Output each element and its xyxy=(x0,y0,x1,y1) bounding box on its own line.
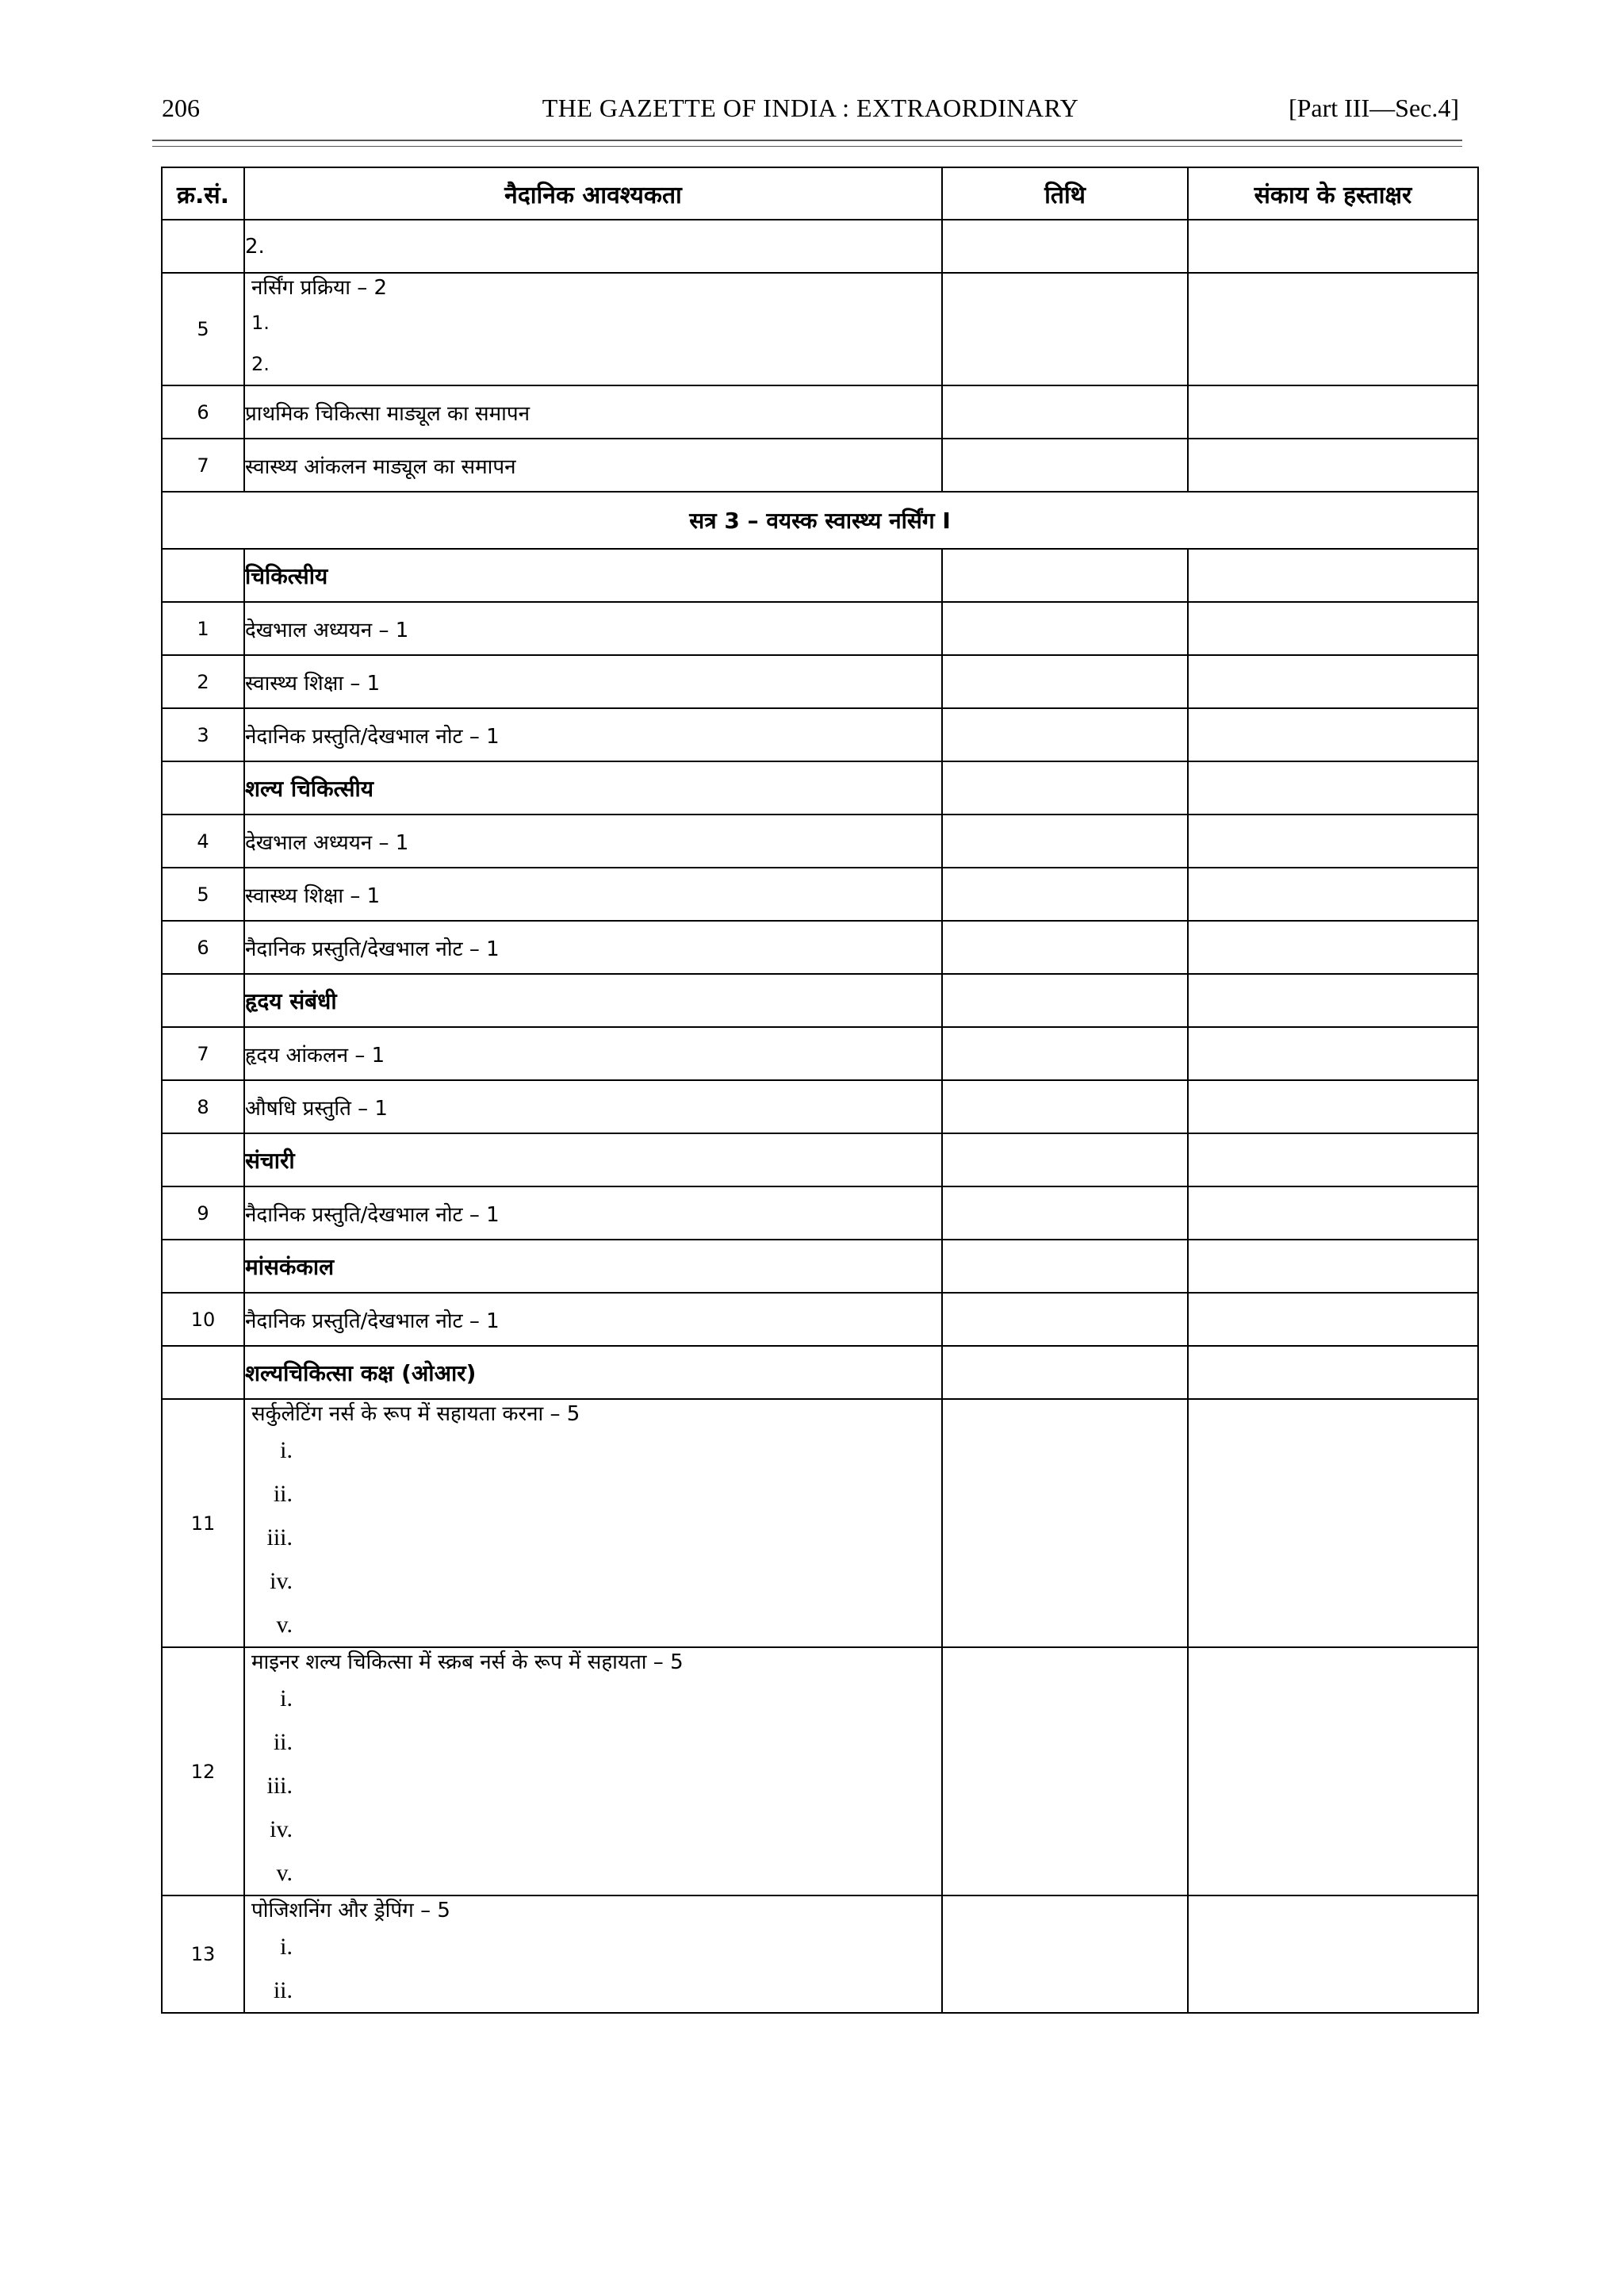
category-row xyxy=(162,1346,1478,1399)
category-row xyxy=(162,1133,1478,1186)
sub-item-label: i. xyxy=(280,1437,293,1463)
col-header-signature: संकाय के हस्ताक्षर xyxy=(1188,167,1478,220)
serial-number: 1 xyxy=(162,602,244,655)
signature-cell xyxy=(1188,602,1478,655)
sub-item xyxy=(245,1720,941,1764)
requirement-text: देखभाल अध्ययन – 1 xyxy=(244,602,942,655)
date-cell xyxy=(942,815,1188,868)
serial-number: 7 xyxy=(162,1027,244,1080)
requirement-text: स्वास्थ्य शिक्षा – 1 xyxy=(244,868,942,921)
requirement-cell xyxy=(244,273,942,385)
date-cell xyxy=(942,1647,1188,1895)
sub-item xyxy=(245,1968,941,2012)
date-cell xyxy=(942,385,1188,439)
clinical-requirements-table xyxy=(161,167,1479,2014)
requirement-cell xyxy=(244,1399,942,1647)
table-body xyxy=(162,220,1478,2013)
col-header-serial: क्र.सं. xyxy=(162,167,244,220)
sub-item-label: v. xyxy=(276,1612,293,1638)
date-cell xyxy=(942,868,1188,921)
signature-cell xyxy=(1188,220,1478,273)
table-row xyxy=(162,1293,1478,1346)
sub-item-label: iv. xyxy=(270,1568,293,1594)
serial-number: 9 xyxy=(162,1186,244,1240)
sub-item xyxy=(245,1851,941,1895)
requirement-text: नैदानिक प्रस्तुति/देखभाल नोट – 1 xyxy=(244,921,942,974)
date-cell xyxy=(942,439,1188,492)
requirement-text: माइनर शल्य चिकित्सा में स्क्रब नर्स के रूप में सहायता – 5 xyxy=(251,1650,684,1674)
sub-item xyxy=(245,1677,941,1720)
date-cell xyxy=(942,655,1188,708)
category-row xyxy=(162,761,1478,815)
date-cell xyxy=(942,602,1188,655)
sub-item xyxy=(245,1559,941,1603)
table-row xyxy=(162,273,1478,385)
category-row xyxy=(162,1240,1478,1293)
signature-cell xyxy=(1188,1080,1478,1133)
serial-number: 7 xyxy=(162,439,244,492)
requirement-cell xyxy=(244,1895,942,2013)
category-heading: शल्य चिकित्सीय xyxy=(244,761,942,815)
requirement-text: देखभाल अध्ययन – 1 xyxy=(244,815,942,868)
date-cell xyxy=(942,1240,1188,1293)
session-heading-row xyxy=(162,492,1478,549)
sub-item xyxy=(245,1516,941,1559)
table-row xyxy=(162,220,1478,273)
date-cell xyxy=(942,761,1188,815)
category-row xyxy=(162,974,1478,1027)
signature-cell xyxy=(1188,1027,1478,1080)
serial-number: 4 xyxy=(162,815,244,868)
serial-number: 6 xyxy=(162,385,244,439)
signature-cell xyxy=(1188,761,1478,815)
serial-number: 2 xyxy=(162,655,244,708)
sub-item-label: iii. xyxy=(266,1524,293,1550)
sub-item-label: v. xyxy=(276,1860,293,1886)
section-label: [Part III—Sec.4] xyxy=(1288,94,1459,122)
signature-cell xyxy=(1188,921,1478,974)
category-heading: शल्यचिकित्सा कक्ष (ओआर) xyxy=(244,1346,942,1399)
sub-item xyxy=(245,1603,941,1646)
signature-cell xyxy=(1188,385,1478,439)
table-row xyxy=(162,868,1478,921)
category-heading: हृदय संबंधी xyxy=(244,974,942,1027)
table-row xyxy=(162,921,1478,974)
signature-cell xyxy=(1188,815,1478,868)
serial-cell xyxy=(162,549,244,602)
requirement-text: हृदय आंकलन – 1 xyxy=(244,1027,942,1080)
serial-number: 12 xyxy=(162,1647,244,1895)
table-row xyxy=(162,815,1478,868)
serial-cell xyxy=(162,974,244,1027)
category-heading: मांसकंकाल xyxy=(244,1240,942,1293)
sub-item-label: iii. xyxy=(266,1773,293,1799)
table-row xyxy=(162,1027,1478,1080)
table-row xyxy=(162,1186,1478,1240)
signature-cell xyxy=(1188,1647,1478,1895)
requirement-text: सर्कुलेटिंग नर्स के रूप में सहायता करना – 5 xyxy=(251,1402,580,1426)
gazette-title: THE GAZETTE OF INDIA : EXTRAORDINARY xyxy=(542,94,1079,122)
category-row xyxy=(162,549,1478,602)
signature-cell xyxy=(1188,1240,1478,1293)
date-cell xyxy=(942,1346,1188,1399)
serial-cell xyxy=(162,761,244,815)
signature-cell xyxy=(1188,974,1478,1027)
date-cell xyxy=(942,273,1188,385)
sub-item: 2. xyxy=(251,353,270,375)
session-heading: सत्र 3 – वयस्क स्वास्थ्य नर्सिंग I xyxy=(162,492,1478,549)
date-cell xyxy=(942,921,1188,974)
serial-number: 11 xyxy=(162,1399,244,1647)
sub-item xyxy=(245,1925,941,1968)
signature-cell xyxy=(1188,273,1478,385)
requirement-text: स्वास्थ्य शिक्षा – 1 xyxy=(244,655,942,708)
table-row xyxy=(162,1647,1478,1895)
table-row xyxy=(162,708,1478,761)
signature-cell xyxy=(1188,439,1478,492)
serial-number: 6 xyxy=(162,921,244,974)
requirement-text: औषधि प्रस्तुति – 1 xyxy=(244,1080,942,1133)
serial-number: 8 xyxy=(162,1080,244,1133)
table-row xyxy=(162,655,1478,708)
serial-cell xyxy=(162,1346,244,1399)
table-row xyxy=(162,439,1478,492)
requirement-cell xyxy=(244,1647,942,1895)
table-row xyxy=(162,1080,1478,1133)
date-cell xyxy=(942,220,1188,273)
serial-number: 5 xyxy=(162,868,244,921)
header-rule xyxy=(152,140,1462,141)
serial-number xyxy=(162,220,244,273)
table-row xyxy=(162,602,1478,655)
date-cell xyxy=(942,1399,1188,1647)
signature-cell xyxy=(1188,1346,1478,1399)
sub-item xyxy=(245,1428,941,1472)
col-header-date: तिथि xyxy=(942,167,1188,220)
serial-cell xyxy=(162,1240,244,1293)
date-cell xyxy=(942,1133,1188,1186)
category-heading: संचारी xyxy=(244,1133,942,1186)
sub-item xyxy=(245,1807,941,1851)
date-cell xyxy=(942,549,1188,602)
page-header xyxy=(162,94,1459,138)
signature-cell xyxy=(1188,868,1478,921)
sub-item-label: i. xyxy=(280,1934,293,1960)
requirement-text: नेदानिक प्रस्तुति/देखभाल नोट – 1 xyxy=(244,708,942,761)
signature-cell xyxy=(1188,549,1478,602)
date-cell xyxy=(942,1186,1188,1240)
date-cell xyxy=(942,1080,1188,1133)
sub-item-label: ii. xyxy=(273,1481,293,1507)
header-rule-thin xyxy=(152,146,1462,147)
sub-item-label: ii. xyxy=(273,1977,293,2003)
requirement-text: पोजिशनिंग और ड्रेपिंग – 5 xyxy=(251,1899,450,1922)
serial-number: 5 xyxy=(162,273,244,385)
date-cell xyxy=(942,708,1188,761)
table-row xyxy=(162,1399,1478,1647)
signature-cell xyxy=(1188,708,1478,761)
requirement-text: प्राथमिक चिकित्सा माड्यूल का समापन xyxy=(244,385,942,439)
page-number: 206 xyxy=(162,94,200,122)
table-row xyxy=(162,1895,1478,2013)
date-cell xyxy=(942,1027,1188,1080)
signature-cell xyxy=(1188,1133,1478,1186)
sub-item-label: ii. xyxy=(273,1729,293,1755)
sub-item: 1. xyxy=(251,312,270,334)
signature-cell xyxy=(1188,655,1478,708)
table-header-row xyxy=(162,167,1478,220)
signature-cell xyxy=(1188,1399,1478,1647)
signature-cell xyxy=(1188,1895,1478,2013)
date-cell xyxy=(942,1895,1188,2013)
serial-number: 13 xyxy=(162,1895,244,2013)
table-row xyxy=(162,385,1478,439)
serial-cell xyxy=(162,1133,244,1186)
requirement-text: नैदानिक प्रस्तुति/देखभाल नोट – 1 xyxy=(244,1186,942,1240)
signature-cell xyxy=(1188,1293,1478,1346)
serial-number: 10 xyxy=(162,1293,244,1346)
requirement-text: स्वास्थ्य आंकलन माड्यूल का समापन xyxy=(244,439,942,492)
sub-item-label: i. xyxy=(280,1685,293,1711)
sub-item-label: iv. xyxy=(270,1816,293,1842)
requirement-text: नर्सिंग प्रक्रिया – 2 xyxy=(251,276,388,300)
sub-item xyxy=(245,1764,941,1807)
requirement-text: 2. xyxy=(244,220,942,273)
date-cell xyxy=(942,974,1188,1027)
date-cell xyxy=(942,1293,1188,1346)
category-heading: चिकित्सीय xyxy=(244,549,942,602)
signature-cell xyxy=(1188,1186,1478,1240)
col-header-requirement: नैदानिक आवश्यकता xyxy=(244,167,942,220)
serial-number: 3 xyxy=(162,708,244,761)
requirement-text: नैदानिक प्रस्तुति/देखभाल नोट – 1 xyxy=(244,1293,942,1346)
sub-item xyxy=(245,1472,941,1516)
